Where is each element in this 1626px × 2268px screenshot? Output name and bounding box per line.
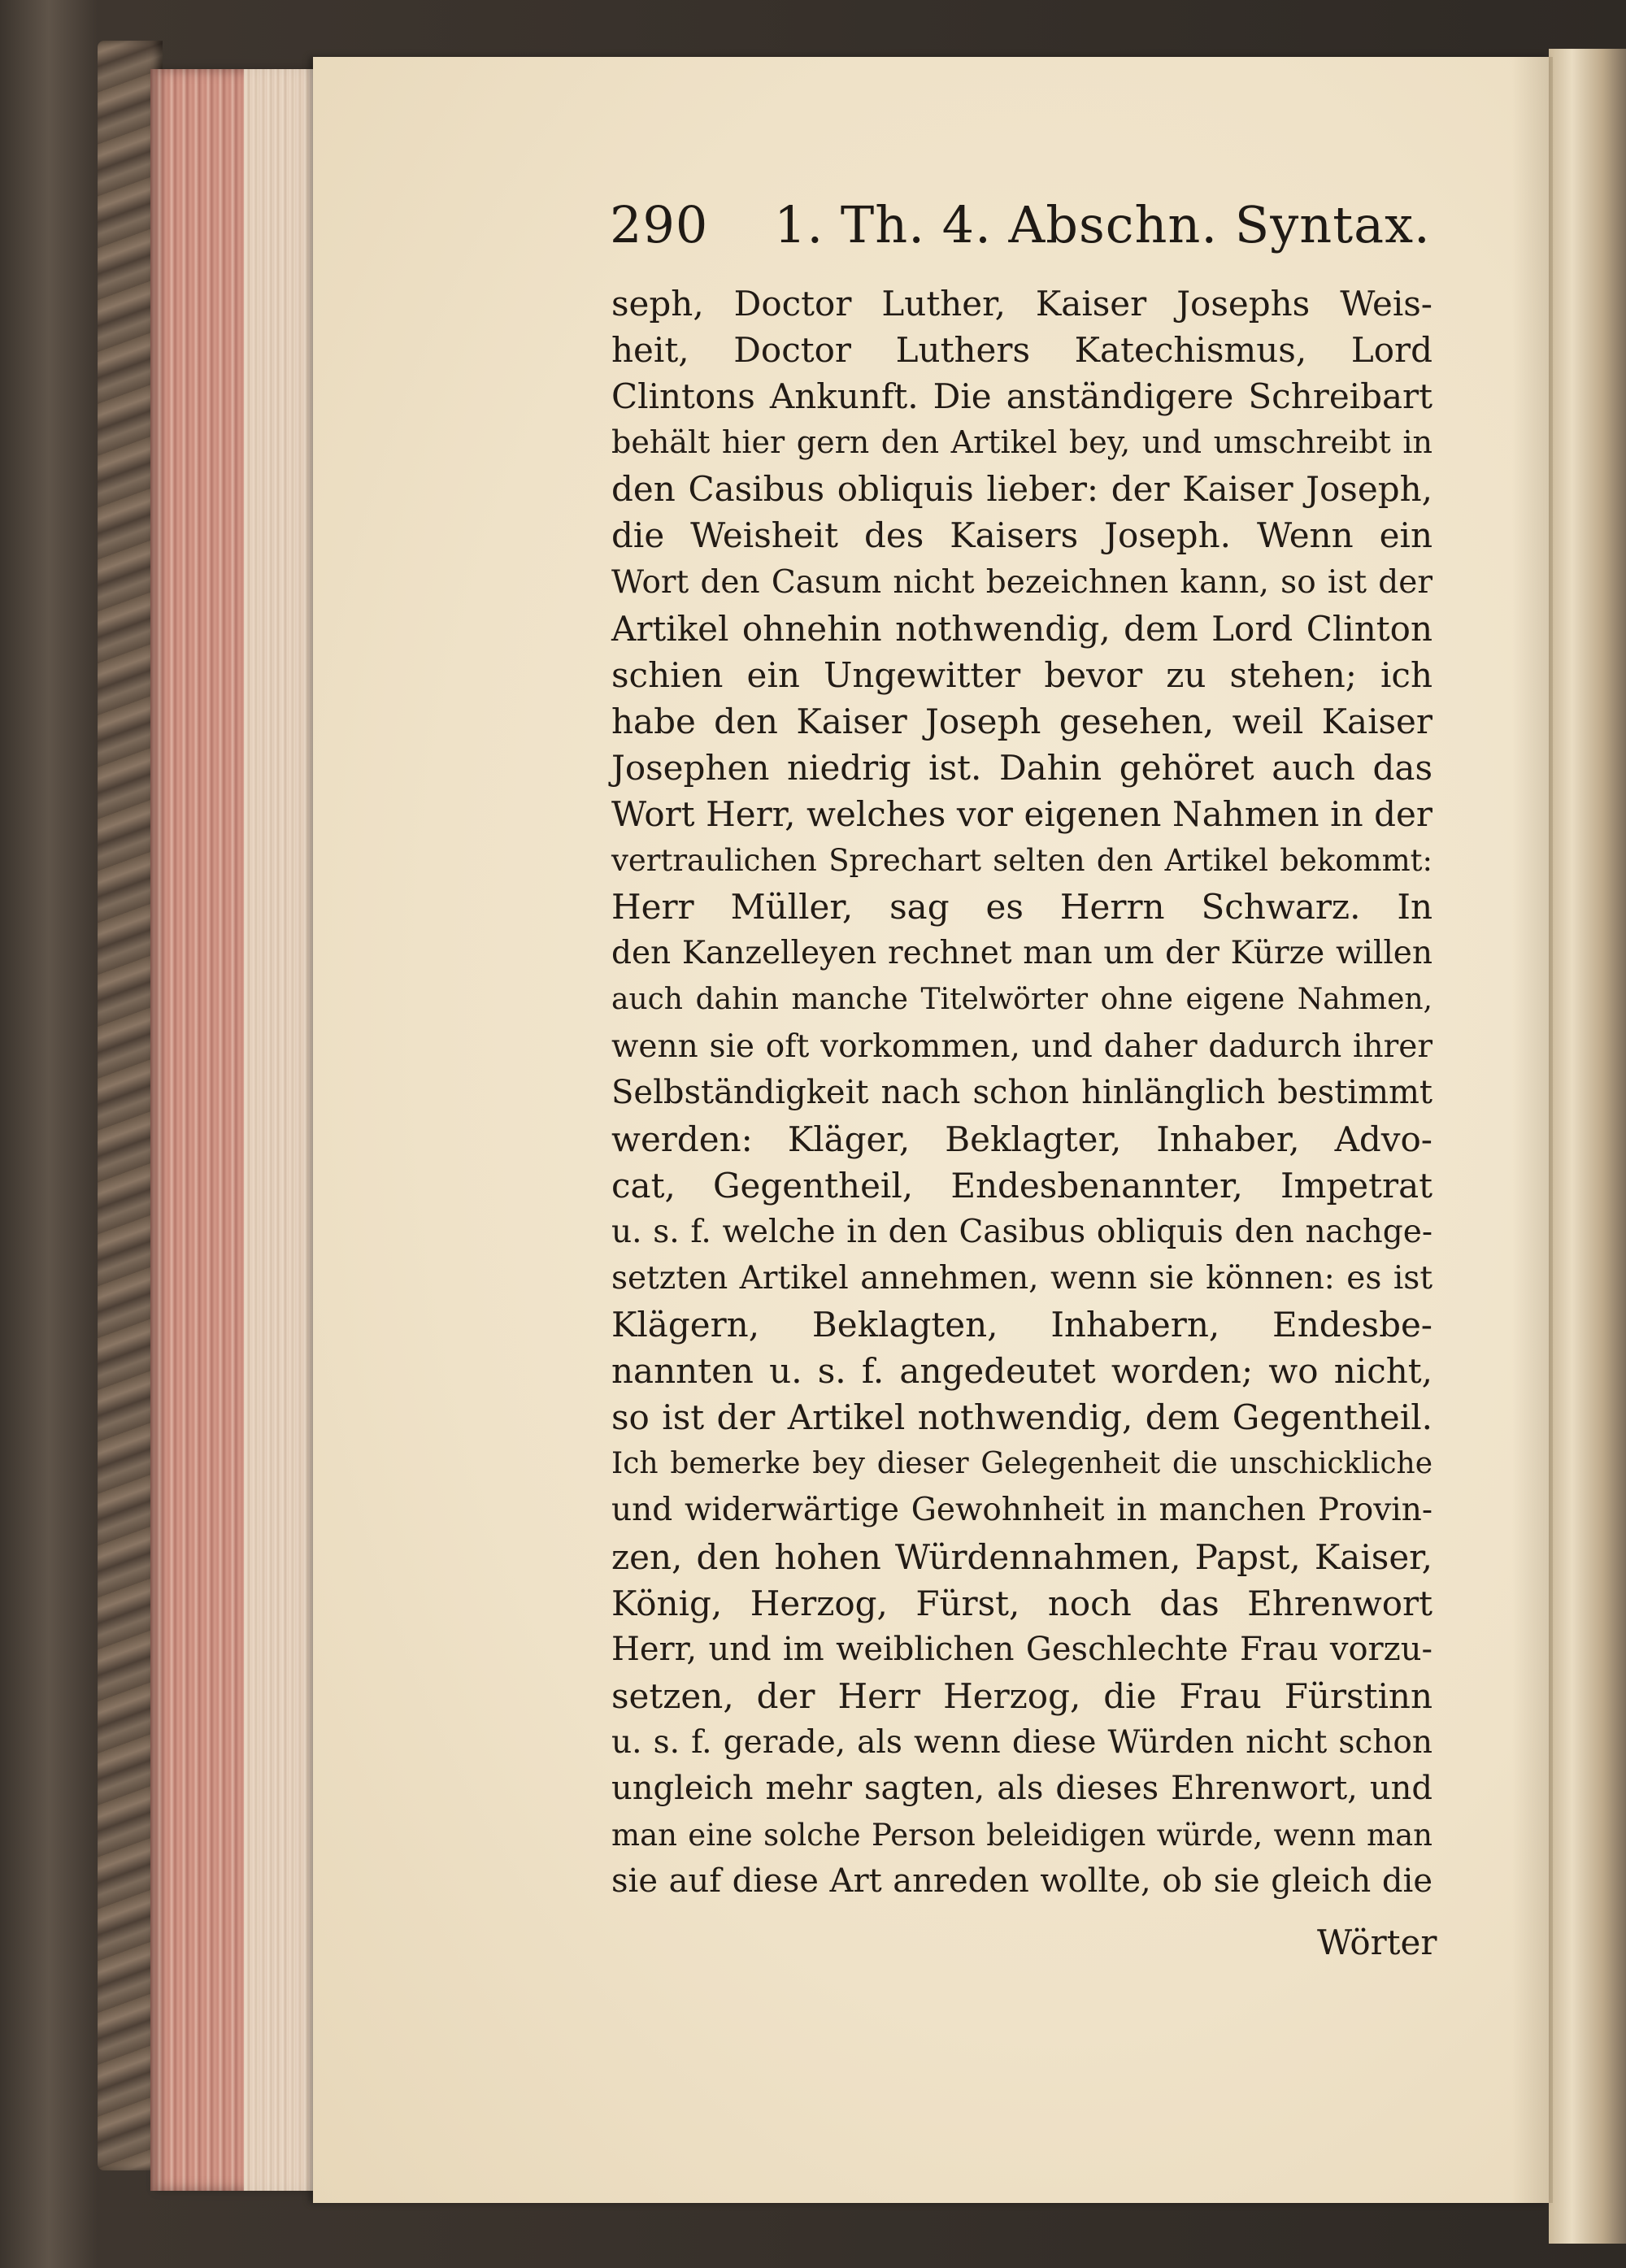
text-line: schien ein Ungewitter bevor zu stehen; ich [611, 654, 1433, 695]
text-line: Clintons Ankunft. Die anständigere Schreibart [611, 376, 1433, 417]
text-line: sie auf diese Art anreden wollte, ob sie gleich die [611, 1862, 1433, 1901]
text-line: man eine solche Person beleidigen würde, wenn man [611, 1818, 1433, 1853]
text-line: werden: Kläger, Beklagter, Inhaber, Advo- [611, 1119, 1433, 1159]
text-line: vertraulichen Sprechart selten den Artikel bekommt: [611, 843, 1433, 879]
text-line: den Kanzelleyen rechnet man um der Kürze willen [611, 935, 1433, 972]
text-line: Herr Müller, sag es Herrn Schwarz. In [611, 887, 1433, 928]
text-line: Wort Herr, welches vor eigenen Nahmen in der [611, 794, 1433, 835]
text-line: die Weisheit des Kaisers Joseph. Wenn ein [611, 515, 1433, 556]
text-line: setzten Artikel annehmen, wenn sie können: es ist [611, 1259, 1433, 1297]
text-line: so ist der Artikel nothwendig, dem Gegentheil. [611, 1397, 1433, 1438]
book-gutter [1549, 49, 1626, 2244]
text-line: habe den Kaiser Joseph gesehen, weil Kaiser [611, 701, 1433, 741]
text-line: Ich bemerke bey dieser Gelegenheit die unschickliche [611, 1447, 1433, 1481]
page-number: 290 [610, 195, 709, 254]
text-line: Herr, und im weiblichen Geschlechte Frau vorzu- [611, 1630, 1433, 1668]
text-line: Selbständigkeit nach schon hinlänglich bestimmt [611, 1073, 1433, 1111]
text-line: König, Herzog, Fürst, noch das Ehrenwort [611, 1583, 1433, 1623]
body-text [611, 280, 1433, 1905]
text-line: ungleich mehr sagten, als dieses Ehrenwort, und [611, 1770, 1433, 1807]
text-line: nannten u. s. f. angedeutet worden; wo nicht, [611, 1351, 1433, 1392]
text-line: setzen, der Herr Herzog, die Frau Fürstinn [611, 1675, 1433, 1716]
text-line: u. s. f. welche in den Casibus obliquis den nachge- [611, 1213, 1433, 1250]
text-line: Josephen niedrig ist. Dahin gehöret auch das [611, 747, 1433, 788]
text-line: seph, Doctor Luther, Kaiser Josephs Weis- [611, 284, 1433, 324]
text-line: u. s. f. gerade, als wenn diese Würden nicht schon [611, 1723, 1433, 1761]
text-line: cat, Gegentheil, Endesbenannter, Impetrat [611, 1165, 1433, 1206]
text-line: heit, Doctor Luthers Katechismus, Lord [611, 330, 1433, 371]
text-line: und widerwärtige Gewohnheit in manchen Provin- [611, 1492, 1433, 1529]
text-line: auch dahin manche Titelwörter ohne eigene Nahmen, [611, 983, 1433, 1017]
running-title: 1. Th. 4. Abschn. Syntax. [774, 195, 1431, 254]
text-line: den Casibus obliquis lieber: der Kaiser Joseph, [611, 469, 1433, 510]
text-line: wenn sie oft vorkommen, und daher dadurch ihrer [611, 1028, 1433, 1065]
text-line: zen, den hohen Würdennahmen, Papst, Kaiser, [611, 1536, 1433, 1577]
page-shadow [1512, 57, 1553, 2203]
page-edges-inner [244, 69, 313, 2191]
catchword: Wörter [1317, 1923, 1437, 1962]
text-line: Klägern, Beklagten, Inhabern, Endesbe- [611, 1305, 1433, 1345]
text-line: behält hier gern den Artikel bey, und umschreibt in [611, 424, 1433, 461]
running-head [610, 195, 1431, 254]
text-line: Wort den Casum nicht bezeichnen kann, so ist der [611, 563, 1433, 601]
text-line: Artikel ohnehin nothwendig, dem Lord Clinton [611, 608, 1433, 649]
